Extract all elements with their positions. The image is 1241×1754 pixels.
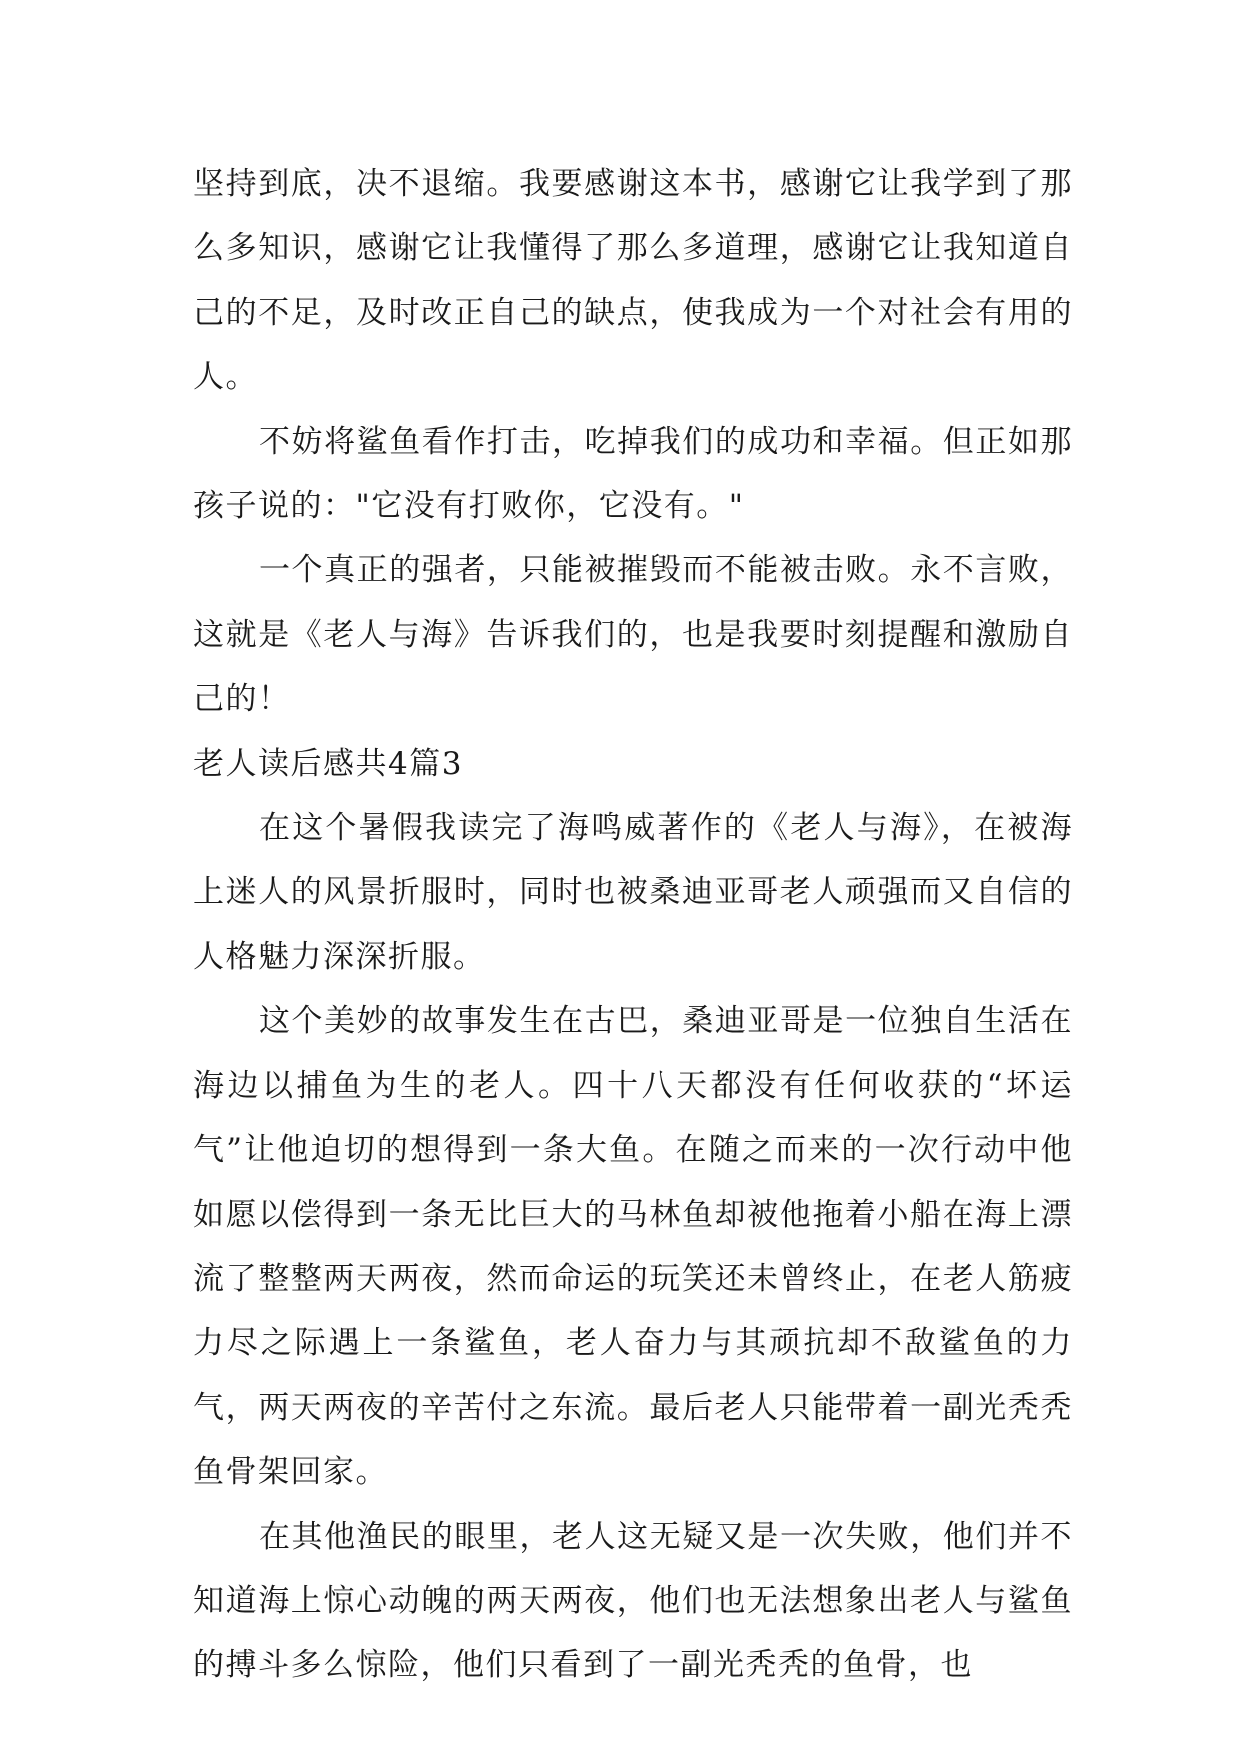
paragraph: 一个真正的强者，只能被摧毁而不能被击败。永不言败，这就是《老人与海》告诉我们的，也是我要时刻提醒和激励自己的！: [193, 552, 1073, 718]
document-body: [193, 152, 1073, 1698]
section-heading: 老人读后感共4篇3: [193, 745, 463, 782]
paragraph: 不妨将鲨鱼看作打击，吃掉我们的成功和幸福。但正如那孩子说的："它没有打败你，它没有。": [193, 423, 1073, 525]
paragraph: 在这个暑假我读完了海鸣威著作的《老人与海》，在被海上迷人的风景折服时，同时也被桑迪亚哥老人顽强而又自信的人格魅力深深折服。: [193, 810, 1073, 975]
paragraph: 这个美妙的故事发生在古巴，桑迪亚哥是一位独自生活在海边以捕鱼为生的老人。四十八天都没有任何收获的“坏运气”让他迫切的想得到一条大鱼。在随之而来的一次行动中他如愿以偿得到一条无比巨大的马林鱼却被他拖着小船在海上漂流了整整两天两夜，然而命运的玩笑还未曾终止，在老人筋疲力尽之际遇上一条鲨鱼，老人奋力与其顽抗却不敌鲨鱼的力气，两天两夜的辛苦付之东流。最后老人只能带着一副光秃秃鱼骨架回家。: [193, 1003, 1073, 1491]
paragraph: 在其他渔民的眼里，老人这无疑又是一次失败，他们并不知道海上惊心动魄的两天两夜，他们也无法想象出老人与鲨鱼的搏斗多么惊险，他们只看到了一副光秃秃的鱼骨，也: [193, 1518, 1073, 1684]
paragraph-continued: 坚持到底，决不退缩。我要感谢这本书，感谢它让我学到了那么多知识，感谢它让我懂得了那么多道理，感谢它让我知道自己的不足，及时改正自己的缺点，使我成为一个对社会有用的人。: [193, 166, 1073, 396]
